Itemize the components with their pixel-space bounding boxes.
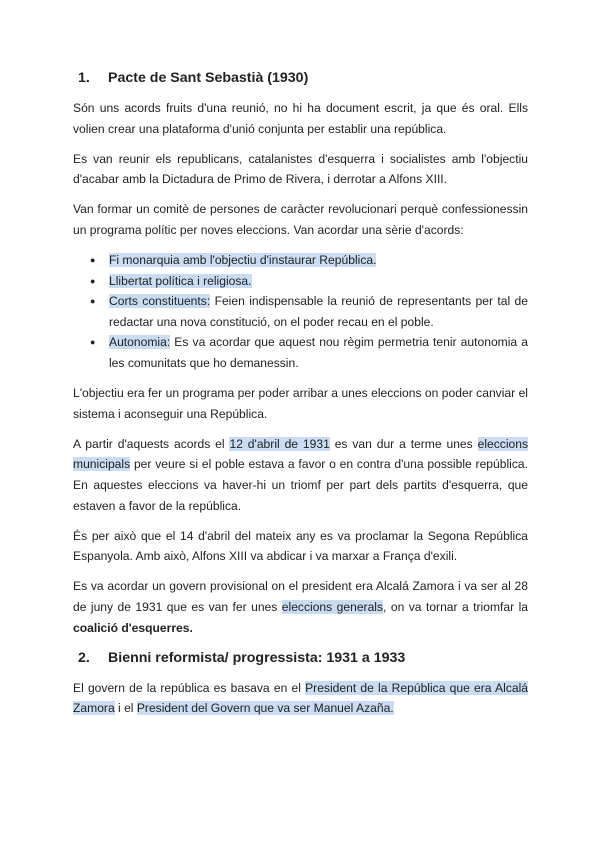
- section-title: Bienni reformista/ progressista: 1931 a 1933: [108, 649, 406, 666]
- text-run: , on va tornar a triomfar la: [383, 599, 529, 614]
- bold-text: coalició d'esquerres.: [73, 620, 193, 635]
- text-run: i el: [114, 701, 137, 716]
- paragraph: [73, 576, 528, 638]
- list-item: [109, 291, 528, 332]
- text-run: El govern de la república es basava en el: [73, 680, 306, 695]
- highlighted-text: Llibertat política i religiosa.: [109, 273, 252, 288]
- paragraph: Van formar un comitè de persones de caràcter revolucionari perquè confessionessin un programa polític per noves eleccions. Van acordar una sèrie d'acords:: [73, 202, 528, 237]
- section-title: Pacte de Sant Sebastià (1930): [108, 70, 309, 86]
- text-run: per veure si el poble estava a favor o en contra d'una possible república. En aquestes eleccions va haver-hi un triomf per part dels partits d'esquerra, que estaven a favor de la república.: [73, 457, 528, 513]
- paragraph: És per això que el 14 d'abril del mateix any es va proclamar la Segona República Espanyola. Amb això, Alfons XIII va abdicar i va marxar a França d'exili.: [73, 528, 528, 564]
- list-item: [109, 271, 528, 292]
- text-run: es van dur a terme unes: [329, 436, 478, 451]
- paragraph: [73, 434, 528, 516]
- section-number: 2.: [78, 649, 90, 666]
- list-item: [109, 250, 528, 271]
- section-heading-2: [73, 648, 528, 668]
- highlighted-text: President del Govern que va ser Manuel Azaña.: [136, 701, 394, 716]
- list-item-text: Es va acordar que aquest nou règim permetria tenir autonomia a les comunitats que ho demanessin.: [109, 335, 528, 371]
- text-run: A partir d'aquests acords el: [73, 436, 230, 451]
- highlighted-text: Autonomia:: [109, 335, 171, 350]
- list-item: [109, 332, 528, 373]
- agreements-list: [73, 250, 528, 374]
- text-run: Es va acordar un govern provisional on el president era Alcalá Zamora i va ser al 28 de juny de 1931 que es van fer unes: [73, 579, 528, 614]
- highlighted-text: eleccions municipals: [73, 436, 529, 472]
- highlighted-text: President de la República que era Alcalá Zamora: [73, 680, 528, 716]
- highlighted-text: 12 d'abril de 1931: [229, 436, 330, 451]
- highlighted-text: Fi monarquia amb l'objectiu d'instaurar República.: [109, 253, 377, 268]
- section-number: 1.: [78, 70, 90, 86]
- section-heading-1: [73, 68, 528, 88]
- paragraph: L'objectiu era fer un programa per poder arribar a unes eleccions on poder canviar el sistema i aconseguir una República.: [73, 386, 528, 421]
- paragraph: Són uns acords fruits d'una reunió, no hi ha document escrit, ja que és oral. Ells volien crear una plataforma d'unió conjunta per establir una república.: [73, 101, 528, 136]
- paragraph: Es van reunir els republicans, catalanistes d'esquerra i socialistes amb l'objectiu d'acabar amb la Dictadura de Primo de Rivera, i derrotar a Alfons XIII.: [73, 151, 528, 187]
- highlighted-text: eleccions generals: [281, 599, 384, 614]
- highlighted-text: Corts constituents:: [109, 294, 211, 309]
- paragraph: [73, 678, 528, 719]
- list-item-text: Feien indispensable la reunió de representants per tal de redactar una nova constitució, on el poder recau en el poble.: [109, 294, 529, 329]
